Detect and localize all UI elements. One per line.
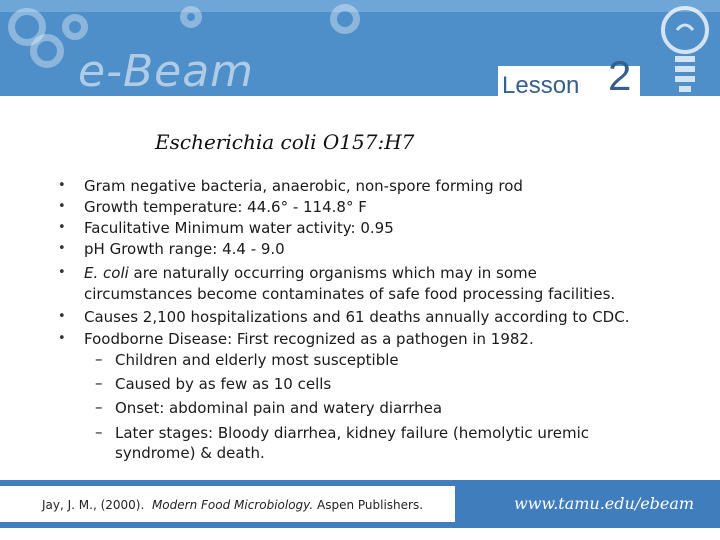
sub-bullet-dash-icon: – xyxy=(95,398,103,416)
bullet-item-text: are naturally occurring organisms which may in some xyxy=(128,264,537,282)
bullet-dot-icon: • xyxy=(58,309,66,324)
decor-circle-icon xyxy=(330,4,360,34)
bullet-dot-icon: • xyxy=(58,241,66,256)
bullet-dot-icon: • xyxy=(58,331,66,346)
brand-logo-text: e-Beam xyxy=(78,46,255,96)
decor-circle-icon xyxy=(62,14,88,40)
bullet-item: Faculitative Minimum water activity: 0.95 xyxy=(84,219,394,237)
sub-bullet-dash-icon: – xyxy=(95,423,103,441)
bullet-item: Growth temperature: 44.6° - 114.8° F xyxy=(84,198,367,216)
citation-author: Jay, J. M., (2000). xyxy=(42,498,145,512)
header-banner xyxy=(0,0,720,96)
citation-book-title: Modern Food Microbiology. xyxy=(151,498,314,512)
sub-bullet-dash-icon: – xyxy=(95,350,103,368)
bullet-item: Gram negative bacteria, anaerobic, non-spore forming rod xyxy=(84,177,523,195)
lesson-label: Lesson xyxy=(502,72,580,96)
organism-name: E. coli xyxy=(84,264,129,282)
bullet-item: Causes 2,100 hospitalizations and 61 deaths annually according to CDC. xyxy=(84,308,630,326)
slide-title: Escherichia coli O157:H7 xyxy=(155,130,415,154)
bullet-item: pH Growth range: 4.4 - 9.0 xyxy=(84,240,285,258)
decor-circle-icon xyxy=(30,34,64,68)
sub-bullet-item: Children and elderly most susceptible xyxy=(115,351,399,369)
bullet-dot-icon: • xyxy=(58,265,66,280)
banner-top-stripe xyxy=(0,0,720,12)
sub-bullet-item-continuation: syndrome) & death. xyxy=(115,444,265,462)
bullet-dot-icon: • xyxy=(58,199,66,214)
lightbulb-icon xyxy=(655,0,715,96)
citation-publisher: Aspen Publishers. xyxy=(316,498,424,512)
decor-circle-icon xyxy=(180,6,202,28)
citation xyxy=(42,498,423,512)
sub-bullet-item: Later stages: Bloody diarrhea, kidney failure (hemolytic uremic xyxy=(115,424,589,442)
sub-bullet-dash-icon: – xyxy=(95,374,103,392)
bullet-item xyxy=(84,263,537,283)
footer-url-link[interactable]: www.tamu.edu/ebeam xyxy=(514,494,695,513)
bullet-item-continuation: circumstances become contaminates of safe food processing facilities. xyxy=(84,285,616,303)
lesson-number: 2 xyxy=(608,52,632,96)
sub-bullet-item: Onset: abdominal pain and watery diarrhea xyxy=(115,399,443,417)
bullet-dot-icon: • xyxy=(58,220,66,235)
sub-bullet-item: Caused by as few as 10 cells xyxy=(115,375,332,393)
bullet-dot-icon: • xyxy=(58,178,66,193)
bullet-item: Foodborne Disease: First recognized as a pathogen in 1982. xyxy=(84,330,534,348)
